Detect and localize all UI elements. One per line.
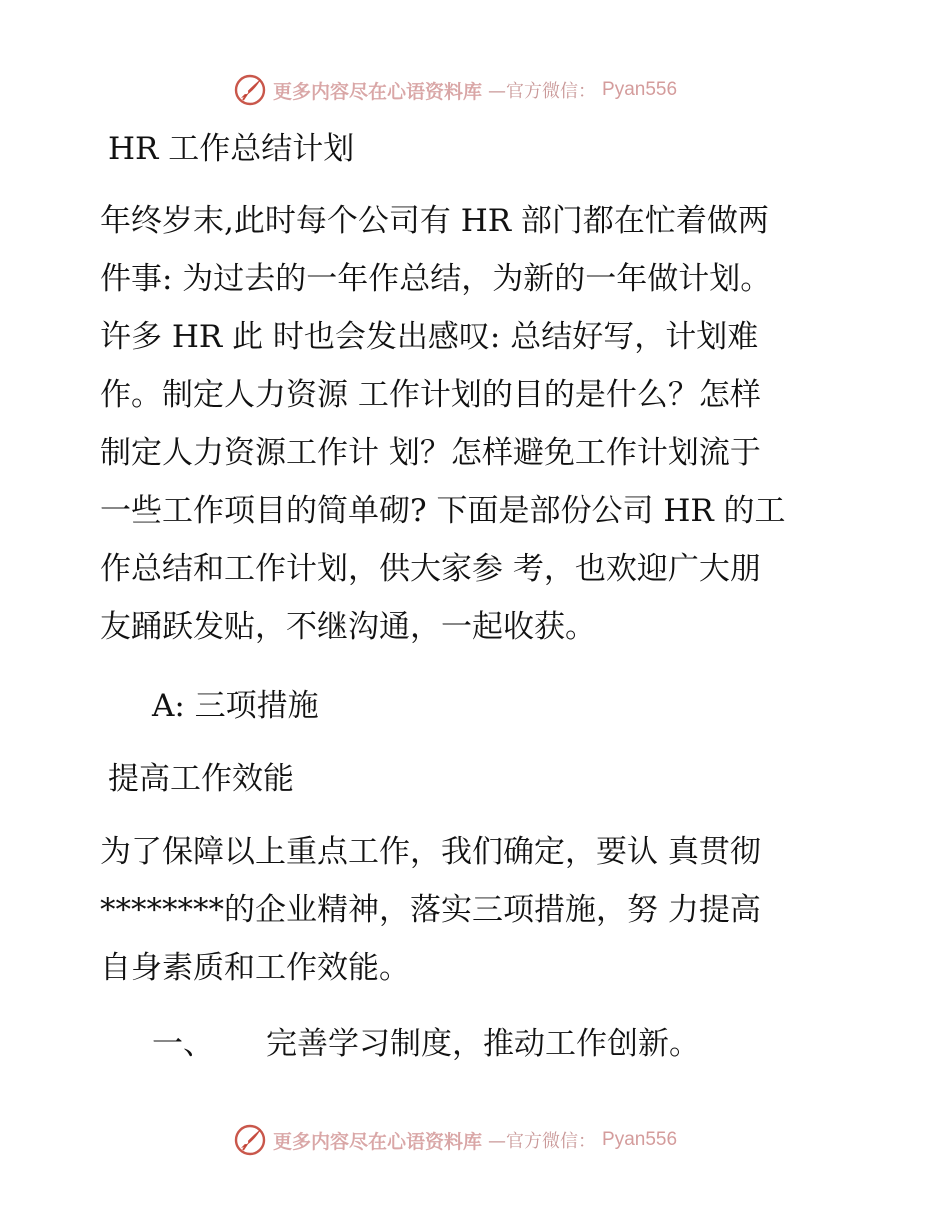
intro-paragraph	[100, 192, 860, 656]
intro-line: 一些工作项目的简单砌? 下面是部份公司 HR 的工	[100, 493, 786, 529]
measures-line: ********的企业精神，落实三项措施，努 力提高	[100, 892, 761, 928]
intro-line: 作。制定人力资源 工作计划的目的是什么？怎样	[100, 377, 761, 413]
watermark-wechat-id: Pyan556	[602, 1129, 678, 1150]
quill-logo-icon	[233, 1123, 267, 1157]
intro-line: 年终岁末,此时每个公司有 HR 部门都在忙着做两	[100, 203, 769, 239]
section-heading-a: A: 三项措施	[152, 688, 319, 724]
measures-line: 自身素质和工作效能。	[100, 950, 410, 986]
header-watermark	[233, 70, 677, 110]
intro-line: 制定人力资源工作计 划？怎样避免工作计划流于	[100, 435, 761, 471]
watermark-brand: 更多内容尽在心语资料库	[273, 80, 483, 103]
intro-line: 许多 HR 此 时也会发出感叹: 总结好写，计划难	[100, 319, 759, 355]
intro-line: 件事: 为过去的一年作总结，为新的一年做计划。	[100, 261, 772, 297]
list-item-text: 完善学习制度，推动工作创新。	[266, 1026, 700, 1062]
watermark-wechat-id: Pyan556	[602, 79, 678, 100]
document-title: HR 工作总结计划	[108, 131, 355, 167]
watermark-official-label: —官方微信：	[488, 81, 597, 102]
list-item-number: 一、	[152, 1026, 214, 1062]
intro-line: 作总结和工作计划，供大家参 考，也欢迎广大朋	[100, 551, 761, 587]
watermark-official-label: —官方微信：	[488, 1131, 597, 1152]
quill-logo-icon	[233, 73, 267, 107]
measures-line: 为了保障以上重点工作，我们确定，要认 真贯彻	[100, 834, 761, 870]
watermark-brand: 更多内容尽在心语资料库	[273, 1130, 483, 1153]
footer-watermark	[233, 1120, 677, 1160]
intro-line: 友踊跃发贴，不继沟通，一起收获。	[100, 609, 596, 645]
section-heading-efficiency: 提高工作效能	[108, 761, 294, 797]
list-item	[152, 1015, 912, 1073]
measures-paragraph	[100, 823, 860, 997]
